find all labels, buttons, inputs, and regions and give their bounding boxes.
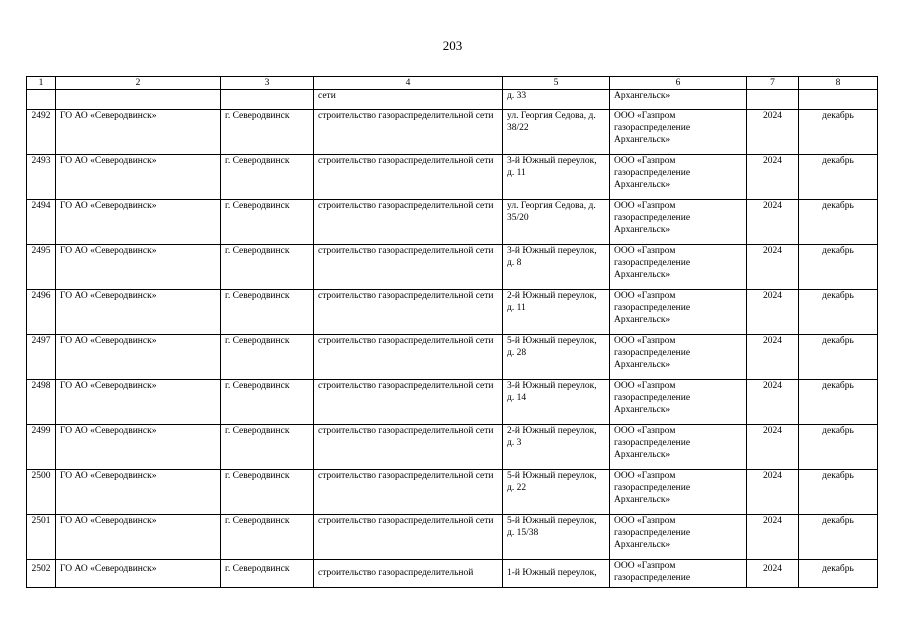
cell-municipality: ГО АО «Северодвинск» [56,110,221,155]
cell-address: 3-й Южный переулок, д. 11 [503,155,610,200]
page-number: 203 [442,38,463,53]
cell-month: декабрь [799,515,878,560]
cell-address: д. 33 [503,90,610,110]
table-row [27,560,878,588]
cell-year: 2024 [747,380,799,425]
cell-month: декабрь [799,245,878,290]
column-number-row [27,77,878,90]
cell-city: г. Северодвинск [221,245,314,290]
cell-year: 2024 [747,155,799,200]
table-row [27,470,878,515]
cell-month: декабрь [799,290,878,335]
cell-address: 5-й Южный переулок, д. 28 [503,335,610,380]
cell-work-type: строительство газораспределительной сети [314,335,503,380]
cell-number: 2501 [27,515,56,560]
cell-municipality: ГО АО «Северодвинск» [56,470,221,515]
cell-organization: ООО «Газпром газораспределение Архангельск» [610,335,747,380]
cell-work-type: строительство газораспределительной сети [314,515,503,560]
cell-number: 2495 [27,245,56,290]
cell-organization: ООО «Газпром газораспределение Архангельск» [610,515,747,560]
cell-address: 3-й Южный переулок, д. 14 [503,380,610,425]
column-header: 8 [799,77,878,90]
cell-city: г. Северодвинск [221,560,314,588]
cell-municipality: ГО АО «Северодвинск» [56,155,221,200]
table-row [27,245,878,290]
cell-municipality: ГО АО «Северодвинск» [56,380,221,425]
cell-city: г. Северодвинск [221,335,314,380]
cell-city: г. Северодвинск [221,110,314,155]
cell-municipality: ГО АО «Северодвинск» [56,245,221,290]
cell-organization: ООО «Газпром газораспределение Архангельск» [610,290,747,335]
cell-address: 5-й Южный переулок, д. 22 [503,470,610,515]
cell-municipality: ГО АО «Северодвинск» [56,200,221,245]
table-row [27,335,878,380]
cell-address: 2-й Южный переулок, д. 3 [503,425,610,470]
continuation-row [27,90,878,110]
cell-number: 2500 [27,470,56,515]
cell-number: 2492 [27,110,56,155]
cell-work-type: строительство газораспределительной сети [314,110,503,155]
cell-city: г. Северодвинск [221,290,314,335]
cell-municipality: ГО АО «Северодвинск» [56,515,221,560]
cell-year: 2024 [747,425,799,470]
cell-month: декабрь [799,560,878,588]
cell-month: декабрь [799,380,878,425]
column-header: 3 [221,77,314,90]
cell-year: 2024 [747,560,799,588]
cell-organization: ООО «Газпром газораспределение [610,560,747,588]
cell-number: 2493 [27,155,56,200]
cell-organization: ООО «Газпром газораспределение Архангельск» [610,110,747,155]
cell-organization: ООО «Газпром газораспределение Архангельск» [610,380,747,425]
cell-year: 2024 [747,110,799,155]
cell-year: 2024 [747,515,799,560]
table-row [27,155,878,200]
cell-municipality: ГО АО «Северодвинск» [56,290,221,335]
cell-month [799,90,878,110]
cell-year: 2024 [747,245,799,290]
cell-organization: ООО «Газпром газораспределение Архангельск» [610,245,747,290]
cell-address: 1-й Южный переулок, [503,560,610,588]
table-row [27,515,878,560]
cell-month: декабрь [799,470,878,515]
cell-municipality: ГО АО «Северодвинск» [56,335,221,380]
table-row [27,380,878,425]
cell-organization: Архангельск» [610,90,747,110]
cell-address: 3-й Южный переулок, д. 8 [503,245,610,290]
cell-month: декабрь [799,110,878,155]
cell-work-type: строительство газораспределительной [314,560,503,588]
cell-city: г. Северодвинск [221,470,314,515]
cell-month: декабрь [799,335,878,380]
column-header: 4 [314,77,503,90]
cell-year [747,90,799,110]
column-header: 2 [56,77,221,90]
cell-address: ул. Георгия Седова, д. 35/20 [503,200,610,245]
cell-municipality [56,90,221,110]
column-header: 5 [503,77,610,90]
cell-month: декабрь [799,200,878,245]
cell-number: 2497 [27,335,56,380]
cell-month: декабрь [799,425,878,470]
table-row [27,290,878,335]
cell-year: 2024 [747,335,799,380]
cell-city [221,90,314,110]
table-row [27,200,878,245]
cell-number [27,90,56,110]
cell-work-type: строительство газораспределительной сети [314,290,503,335]
cell-work-type: строительство газораспределительной сети [314,425,503,470]
table-row [27,425,878,470]
cell-month: декабрь [799,155,878,200]
cell-number: 2502 [27,560,56,588]
cell-municipality: ГО АО «Северодвинск» [56,425,221,470]
cell-work-type: строительство газораспределительной сети [314,155,503,200]
cell-number: 2499 [27,425,56,470]
cell-city: г. Северодвинск [221,425,314,470]
cell-city: г. Северодвинск [221,155,314,200]
cell-work-type: строительство газораспределительной сети [314,470,503,515]
gasification-schedule-table [26,76,878,588]
cell-organization: ООО «Газпром газораспределение Архангельск» [610,200,747,245]
column-header: 1 [27,77,56,90]
column-header: 6 [610,77,747,90]
cell-work-type: строительство газораспределительной сети [314,380,503,425]
cell-address: 5-й Южный переулок, д. 15/38 [503,515,610,560]
cell-address: ул. Георгия Седова, д. 38/22 [503,110,610,155]
cell-city: г. Северодвинск [221,380,314,425]
cell-work-type: строительство газораспределительной сети [314,245,503,290]
table-row [27,110,878,155]
cell-organization: ООО «Газпром газораспределение Архангельск» [610,425,747,470]
cell-city: г. Северодвинск [221,515,314,560]
cell-work-type: сети [314,90,503,110]
column-header: 7 [747,77,799,90]
cell-number: 2494 [27,200,56,245]
cell-number: 2498 [27,380,56,425]
cell-address: 2-й Южный переулок, д. 11 [503,290,610,335]
cell-number: 2496 [27,290,56,335]
cell-year: 2024 [747,200,799,245]
cell-municipality: ГО АО «Северодвинск» [56,560,221,588]
cell-city: г. Северодвинск [221,200,314,245]
cell-year: 2024 [747,290,799,335]
cell-year: 2024 [747,470,799,515]
cell-work-type: строительство газораспределительной сети [314,200,503,245]
cell-organization: ООО «Газпром газораспределение Архангельск» [610,470,747,515]
cell-organization: ООО «Газпром газораспределение Архангельск» [610,155,747,200]
